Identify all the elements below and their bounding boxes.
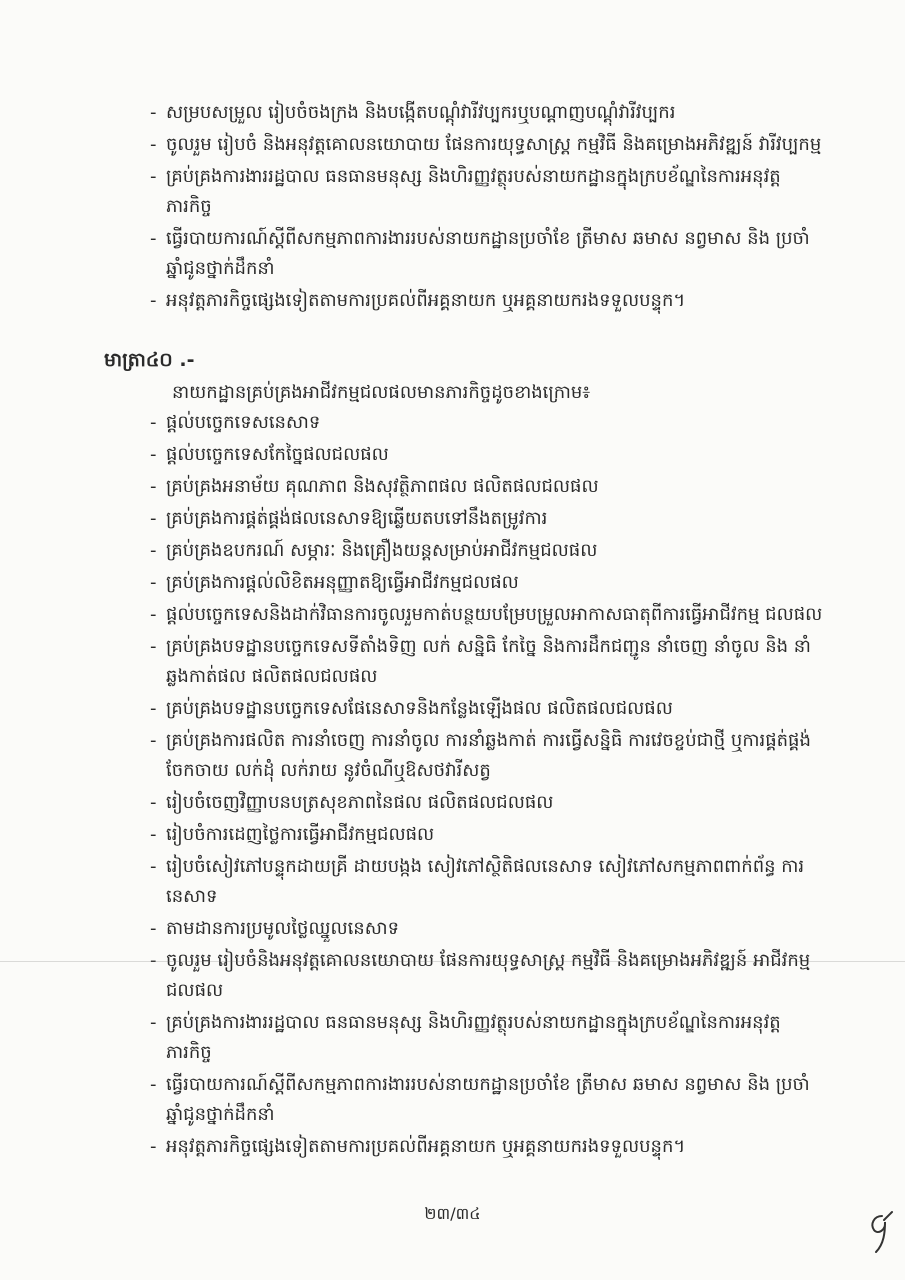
list-item: - គ្រប់គ្រងអនាម័យ គុណភាព និងសុវត្ថិភាពផល ផលិតផលជលផល [150, 476, 599, 497]
list-item: - អនុវត្តភារកិច្ចផ្សេងទៀតតាមការប្រគល់ពីអគ្គនាយក ឬអគ្គនាយករងទទួលបន្ទុក។ [150, 1136, 686, 1157]
list-item: - រៀបចំការដេញថ្លៃការធ្វើអាជីវកម្មជលផល [150, 824, 435, 845]
list-item: - ធ្វើរបាយការណ៍ស្តីពីសកម្មភាពការងាររបស់នាយកដ្ឋានប្រចាំខែ ត្រីមាស ឆមាស នព្វមាស និង ប្រចាំឆ្នាំជូនថ្នាក់ដឹកនាំ [150, 1074, 810, 1125]
list-item: - រៀបចំសៀវភៅបន្ទុកដាយគ្រី ដាយបង្កង សៀវភៅស្ថិតិផលនេសាទ សៀវភៅសកម្មភាពពាក់ព័ន្ធ ការនេសាទ [150, 856, 805, 907]
list-item: - ផ្តល់បច្ចេកទេសកែច្នៃផលជលផល [150, 444, 389, 465]
list-item: - គ្រប់គ្រងបទដ្ឋានបច្ចេកទេសផែនេសាទនិងកន្លែងឡើងផល ផលិតផលជលផល [150, 698, 673, 719]
page-number: ២៣/៣៤ [424, 1204, 481, 1223]
article-intro: នាយកដ្ឋានគ្រប់គ្រងអាជីវកម្មជលផលមានភារកិច្ចដូចខាងក្រោម៖ [172, 382, 591, 403]
list-item: - គ្រប់គ្រងការផលិត ការនាំចេញ ការនាំចូល ការនាំឆ្លងកាត់ ការធ្វើសន្និធិ ការវេចខ្ចប់ជាថ្មី ឬការផ្គត់ផ្គង់ ចែកចាយ លក់ដុំ លក់រាយ នូវចំណីឬឱសថវារីសត្វ [150, 730, 811, 781]
list-item: - តាមដានការប្រមូលថ្លៃឈ្នួលនេសាទ [150, 918, 399, 939]
scan-artifact-line [0, 961, 905, 962]
list-item: - គ្រប់គ្រងបទដ្ឋានបច្ចេកទេសទីតាំងទិញ លក់ សន្និធិ កែច្នៃ និងការដឹកជញ្ជូន នាំចេញ នាំចូល និង នាំឆ្លងកាត់ផល ផលិតផលជលផល [150, 636, 811, 687]
article-heading: មាត្រា៤០ .- [104, 349, 195, 371]
list-item: - គ្រប់គ្រងការផ្តល់លិខិតអនុញ្ញាតឱ្យធ្វើអាជីវកម្មជលផល [150, 572, 519, 593]
handwritten-initial [860, 1208, 900, 1258]
list-item: - គ្រប់គ្រងការងាររដ្ឋបាល ធនធានមនុស្ស និងហិរញ្ញវត្ថុរបស់នាយកដ្ឋានក្នុងក្របខ័ណ្ឌនៃការអនុវត្ត ភារកិច្ច [150, 166, 781, 217]
list-item: - គ្រប់គ្រងការងាររដ្ឋបាល ធនធានមនុស្ស និងហិរញ្ញវត្ថុរបស់នាយកដ្ឋានក្នុងក្របខ័ណ្ឌនៃការអនុវត្ត ភារកិច្ច [150, 1012, 781, 1063]
article-item-list [150, 408, 830, 1164]
list-item: - ធ្វើរបាយការណ៍ស្តីពីសកម្មភាពការងាររបស់នាយកដ្ឋានប្រចាំខែ ត្រីមាស ឆមាស នព្វមាស និង ប្រចាំឆ្នាំជូនថ្នាក់ដឹកនាំ [150, 228, 810, 279]
list-item: - ចូលរួម រៀបចំ និងអនុវត្តគោលនយោបាយ ផែនការយុទ្ធសាស្ត្រ កម្មវិធី និងគម្រោងអភិវឌ្ឍន៍ វារីវប្បកម្ម [150, 134, 822, 155]
list-item: - ចូលរួម រៀបចំនិងអនុវត្តគោលនយោបាយ ផែនការយុទ្ធសាស្ត្រ កម្មវិធី និងគម្រោងអភិវឌ្ឍន៍ អាជីវកម្មជលផល [150, 950, 811, 1001]
list-item: - គ្រប់គ្រងឧបករណ៍ សម្ភារៈ និងគ្រឿងយន្តសម្រាប់អាជីវកម្មជលផល [150, 540, 598, 561]
list-item: - អនុវត្តភារកិច្ចផ្សេងទៀតតាមការប្រគល់ពីអគ្គនាយក ឬអគ្គនាយករងទទួលបន្ទុក។ [150, 290, 686, 311]
list-item: - គ្រប់គ្រងការផ្គត់ផ្គង់ផលនេសាទឱ្យឆ្លើយតបទៅនឹងតម្រូវការ [150, 508, 548, 529]
list-item: - សម្របសម្រួល រៀបចំចងក្រង និងបង្កើតបណ្តុំវារីវប្បករឬបណ្តាញបណ្តុំវារីវប្បករ [150, 102, 676, 123]
list-item: - ផ្តល់បច្ចេកទេសនិងដាក់វិធានការចូលរួមកាត់បន្ថយបម្រែបម្រួលអាកាសធាតុពីការធ្វើអាជីវកម្ម ជលផល [150, 604, 823, 625]
list-item: - ផ្តល់បច្ចេកទេសនេសាទ [150, 412, 321, 433]
top-item-list [150, 98, 830, 318]
list-item: - រៀបចំចេញវិញ្ញាបនបត្រសុខភាពនៃផល ផលិតផលជលផល [150, 792, 554, 813]
